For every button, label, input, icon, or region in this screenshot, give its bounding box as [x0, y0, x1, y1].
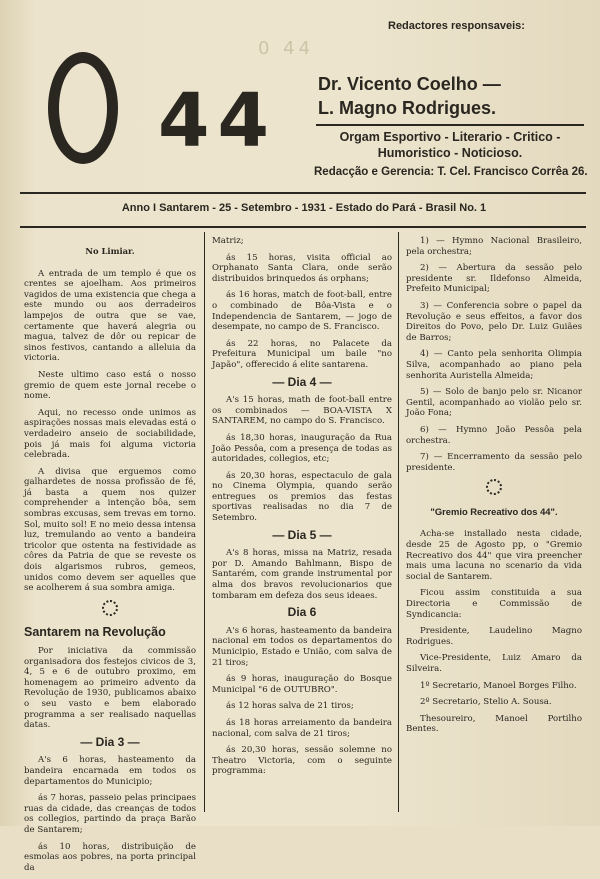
column-divider-1: [204, 232, 205, 812]
paragraph: ás 20,30 horas, espectaculo de gala no Cinema Olympia, quando serão entregues os premios das festas sportivas realisadas no dia 7 de Setembro.: [212, 470, 392, 524]
paragraph: Neste ultimo caso está o nosso gremio de quem este jornal recebe o nome.: [24, 369, 196, 402]
paragraph: A's 6 horas, hasteamento da bandeira nacional em todos os departamentos do Municipio, Estado e União, com salva de 21 tiros;: [212, 625, 392, 668]
ornament-icon: [406, 479, 582, 499]
editors-label: Redactores responsaveis:: [388, 20, 525, 32]
day-6-heading: Dia 6: [287, 605, 317, 620]
program-item: 4) — Canto pela senhorita Olimpia Silva, acompanhado ao piano pela senhorita Auristella Almeida;: [406, 349, 582, 381]
paragraph: ás 20,30 horas, sessão solemne no Theatro Victoria, com o seguinte programma:: [212, 745, 392, 777]
paragraph: ás 7 horas, passeio pelas principaes ruas da cidade, das creanças de todos os collegios, partindo da praça Barão de Santarem;: [24, 793, 196, 835]
paragraph: Por iniciativa da commissão organisadora dos festejos civicos de 3, 4, 5 e 6 de outubro proximo, em homenagem ao primeiro advento da Revolução de 1930, publicamos abaixo o seu vasto e bem elaborado programma a ser realisado naquellas datas.: [24, 646, 196, 731]
paragraph: ás 16 horas, match de foot-ball, entre o combinado de Bôa-Vista e o Independencia de Santarem, — jogo de desempate, no campo de S. Francisco.: [212, 290, 392, 333]
paragraph: 2º Secretario, Stelio A. Sousa.: [420, 697, 552, 708]
logo-zero-mark: [48, 52, 118, 164]
paragraph: Vice-Presidente, Luiz Amaro da Silveira.: [406, 653, 582, 674]
program-item: 6) — Hymno João Pessôa pela orchestra.: [406, 424, 582, 446]
program-item: 3) — Conferencia sobre o papel da Revolução e seus effeitos, a favor dos Direitos do Povo, pelo Dr. Luiz Guiães de Barros;: [406, 300, 582, 343]
editor-1: Dr. Vicento Coelho —: [318, 74, 501, 94]
redaccao-line: Redacção e Gerencia: T. Cel. Francisco Corrêa 26.: [314, 166, 588, 178]
paragraph: Thesoureiro, Manoel Portilho Bentes.: [406, 713, 582, 735]
program-item: 2) — Abertura da sessão pelo presidente sr. Ildefonso Almeida, Prefeito Municipal;: [406, 263, 582, 295]
top-rule: [20, 192, 586, 194]
tagline-2: Humoristico - Noticioso.: [377, 146, 523, 160]
paragraph: ás 10 horas, distribuição de esmolas aos pobres, na porta principal da: [24, 841, 196, 873]
program-item: 1) — Hymno Nacional Brasileiro, pela orchestra;: [406, 236, 582, 257]
paragraph: ás 15 horas, visita official ao Orphanato Santa Clara, onde serão distribuidos brinquedos ás orphans;: [212, 252, 392, 284]
paragraph: ás 18 horas arreiamento da bandeira nacional, com salva de 21 tiros;: [212, 717, 392, 739]
paragraph: 1º Secretario, Manoel Borges Filho.: [420, 680, 577, 691]
bottom-rule: [20, 226, 586, 228]
paragraph: A entrada de um templo é que os crentes se ajoelham. Aos primeiros vagidos de uma existencia que chega a este mundo ou aos derradeiros lampejos de outra que se vae, certamente que haverá alegria ou magua, talvez de dôr ou repicar de sinos festivos, cantando a alleluia da victoria.: [24, 268, 196, 364]
program-item: 7) — Encerramento da sessão pelo presidente.: [406, 452, 582, 473]
ornament-icon: [24, 600, 196, 620]
tagline-1: Orgam Esportivo - Literario - Critico -: [339, 130, 561, 144]
header-rule: [316, 124, 584, 126]
day-5-heading: — Dia 5 —: [272, 527, 332, 542]
paragraph: ás 9 horas, inauguração do Bosque Municipal "6 de OUTUBRO".: [212, 674, 392, 695]
section-title-revolucao: Santarem na Revolução: [24, 625, 166, 640]
paragraph: ás 12 horas salva de 21 tiros;: [226, 701, 354, 712]
paragraph: A's 6 horas, hasteamento da bandeira encarnada em todos os departamentos do Municipio;: [24, 755, 196, 787]
column-3: [406, 236, 582, 741]
paragraph: Presidente, Laudelino Magno Rodrigues.: [406, 626, 582, 647]
column-1: [24, 236, 196, 879]
paragraph: ás 18,30 horas, inauguração da Rua João Pessôa, com a presença de todas as autoridades, collegios, etc;: [212, 432, 392, 465]
day-3-heading: — Dia 3 —: [80, 734, 140, 749]
editor-2: L. Magno Rodrigues.: [318, 98, 496, 118]
paragraph: Matriz;: [212, 236, 244, 246]
day-4-heading: — Dia 4 —: [272, 374, 332, 389]
paragraph: A divisa que erguemos como galhardetes de nossa profissão de fé, já basta a quem nos quizer comprehender a intenção bôa, sem sombras excusas, sem trevas em torno. Sol, muito sol! E no meio dessa intensa luz, tremulando ao vento a bandeira tricolor que ostenta na festividade as côres da Patria de que se reveste os dois algarismos rubros, gemeos, unidos como devem ser aquelles que se acolherem á sua sombra amiga.: [24, 466, 196, 594]
paragraph: A's 8 horas, missa na Matriz, resada por D. Amando Bahlmann, Bispo de Santarém, com grande instrumental por alma dos bravos revolucionarios que tombaram em defeza dos seus ideaes.: [212, 548, 392, 601]
column-divider-2: [398, 232, 399, 812]
issue-bar: Anno I Santarem - 25 - Setembro - 1931 - Estado do Pará - Brasil No. 1: [121, 202, 487, 214]
heading-no-limiar: No Limiar.: [85, 246, 135, 256]
gremio-title: "Gremio Recreativo dos 44".: [430, 505, 558, 517]
paragraph: A's 15 horas, math de foot-ball entre os combinados — BOA-VISTA X SANTAREM, no campo do S. Francisco.: [212, 395, 392, 427]
paragraph: ás 22 horas, no Palacete da Prefeitura Municipal um baile "no Japão", offerecido á elite santarena.: [212, 338, 392, 370]
paragraph: Aqui, no recesso onde unimos as aspirações nossas mais elevadas está o verdadeiro anseio de sociabilidade, pois já mais foi alguma victoria celebrada.: [24, 407, 196, 461]
paragraph: Ficou assim constituida a sua Directoria e Commissão de Syndicancia:: [406, 588, 582, 620]
faint-print-through: 0 44: [258, 38, 315, 59]
logo-44: 44: [158, 78, 277, 164]
program-item: 5) — Solo de banjo pelo sr. Nicanor Gentil, acompanhado ao violão pelo sr. João Fona;: [406, 387, 582, 419]
paragraph: Acha-se installado nesta cidade, desde 25 de Agosto pp, o "Gremio Recreativo dos 44" que vira preencher mais uma lacuna no scenario da vida social de Santarem.: [406, 529, 582, 582]
column-2: [212, 236, 392, 783]
